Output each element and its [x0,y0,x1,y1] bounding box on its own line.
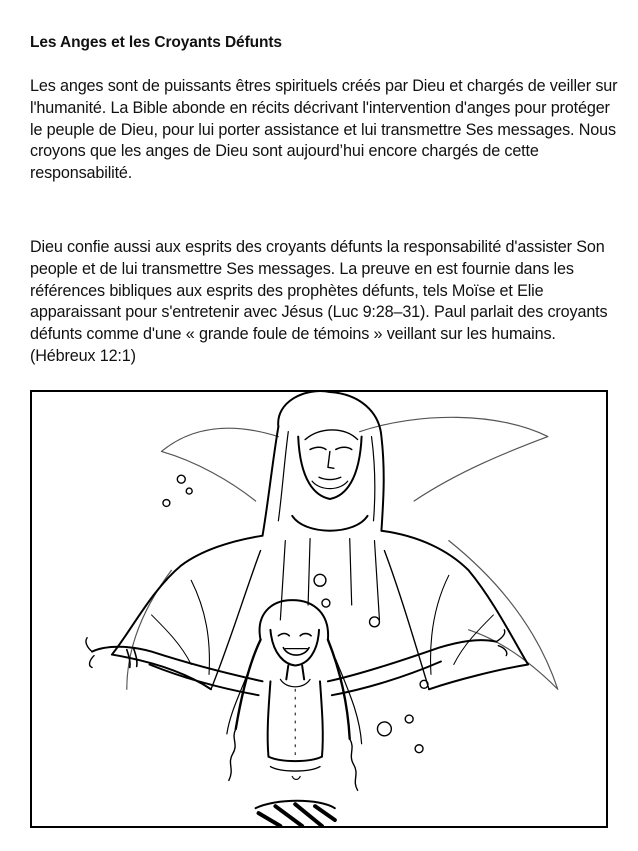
wing-shape [127,417,558,689]
document-title: Les Anges et les Croyants Défunts [30,34,282,51]
paragraph-angels: Les anges sont de puissants êtres spirituels créés par Dieu et chargés de veiller sur l'humanité. La Bible abonde en récits décrivant l'intervention d'anges pour protéger le peuple de Dieu, pour lui porter assistance et lui transmettre Ses messages. Nous croyons que les anges de Dieu sont aujourd’hui encore chargés de cette responsabilité. [30,77,618,183]
girl-figure [86,600,507,826]
bubbles [163,475,428,752]
robed-figure [112,392,528,689]
illustration-drawing [32,392,606,826]
illustration-panel [30,390,608,828]
paragraph-departed-believers: Dieu confie aussi aux esprits des croyants défunts la responsabilité d'assister Son people et de lui transmettre Ses messages. La preuve en est fournie dans les références bibliques aux esprits des prophètes défunts, tels Moïse et Elie apparaissant pour s'entretenir avec Jésus (Luc 9:28–31). Paul parlait des croyants défunts comme d'une « grande foule de témoins » veillant sur les humains. (Hébreux 12:1) [30,238,608,365]
